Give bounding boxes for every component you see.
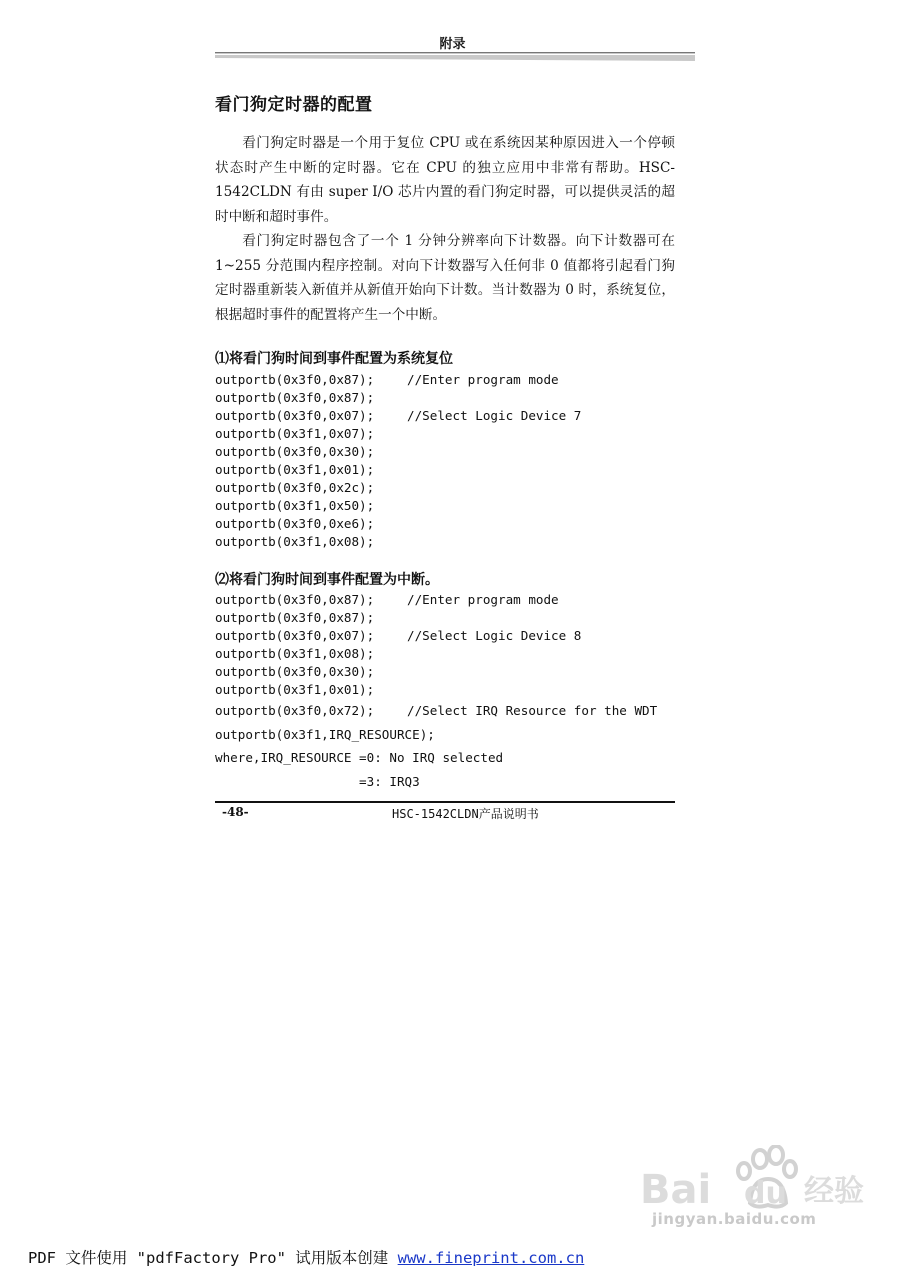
svg-text:Bai: Bai [640, 1167, 712, 1213]
footer-page-number: -48- [222, 805, 249, 819]
code-line: outportb(0x3f0,0x07); [215, 628, 375, 643]
code-line: outportb(0x3f1,0x08); [215, 646, 375, 661]
code-line: outportb(0x3f0,0x87); [215, 372, 375, 387]
pdf-note-link[interactable]: www.fineprint.com.cn [397, 1249, 585, 1267]
code-line: outportb(0x3f1,IRQ_RESOURCE); [215, 727, 435, 742]
header-rule [215, 52, 695, 62]
block2-title: ⑵将看门狗时间到事件配置为中断。 [215, 572, 439, 588]
watermark-site-text: jingyan.baidu.com [652, 1210, 817, 1228]
block1-title: ⑴将看门狗时间到事件配置为系统复位 [215, 351, 453, 367]
baidu-watermark-logo-icon [640, 1145, 870, 1245]
code-comment: //Enter program mode [407, 592, 559, 607]
intro-paragraph-2: 看门狗定时器包含了一个 1 分钟分辨率向下计数器。向下计数器可在 1~255 分范围内程序控制。对向下计数器写入任何非 0 值都将引起看门狗定时器重新装入新值并从新值开始向下计数。当计数器为 0 时，系统复位，根据超时事件的配置将产生一个中断。 [215, 233, 675, 323]
pdf-note [28, 1246, 584, 1268]
code-comment: //Enter program mode [407, 372, 559, 387]
code-line: outportb(0x3f0,0x87); [215, 390, 375, 405]
code-comment: //Select IRQ Resource for the WDT [407, 703, 658, 718]
code-comment: //Select Logic Device 8 [407, 628, 582, 643]
code-line: outportb(0x3f0,0x87); [215, 592, 375, 607]
code-line: outportb(0x3f1,0x01); [215, 462, 375, 477]
footer-doc-name: HSC-1542CLDN产品说明书 [392, 807, 539, 821]
code-line: outportb(0x3f1,0x07); [215, 426, 375, 441]
code-line: outportb(0x3f0,0x2c); [215, 480, 375, 495]
code-line: outportb(0x3f0,0x87); [215, 610, 375, 625]
page-header-title: 附录 [439, 37, 466, 52]
code-line: where,IRQ_RESOURCE =0: No IRQ selected [215, 750, 504, 765]
code-line: =3: IRQ3 [215, 774, 420, 789]
pdf-note-text: PDF 文件使用 "pdfFactory Pro" 试用版本创建 [28, 1249, 398, 1267]
section-title: 看门狗定时器的配置 [215, 95, 373, 115]
code-line: outportb(0x3f0,0x72); [215, 703, 375, 718]
code-line: outportb(0x3f1,0x50); [215, 498, 375, 513]
footer-rule [215, 801, 675, 803]
intro-paragraph-1: 看门狗定时器是一个用于复位 CPU 或在系统因某种原因进入一个停顿状态时产生中断的定时器。它在 CPU 的独立应用中非常有帮助。HSC-1542CLDN 有由 super I/O 芯片内置的看门狗定时器，可以提供灵活的超时中断和超时事件。 [215, 135, 675, 225]
code-line: outportb(0x3f0,0x30); [215, 444, 375, 459]
code-line: outportb(0x3f1,0x01); [215, 682, 375, 697]
svg-text:经验: 经验 [804, 1174, 864, 1209]
code-line: outportb(0x3f0,0xe6); [215, 516, 375, 531]
svg-text:du: du [744, 1176, 787, 1211]
code-comment: //Select Logic Device 7 [407, 408, 582, 423]
code-line: outportb(0x3f0,0x07); [215, 408, 375, 423]
code-line: outportb(0x3f0,0x30); [215, 664, 375, 679]
code-line: outportb(0x3f1,0x08); [215, 534, 375, 549]
